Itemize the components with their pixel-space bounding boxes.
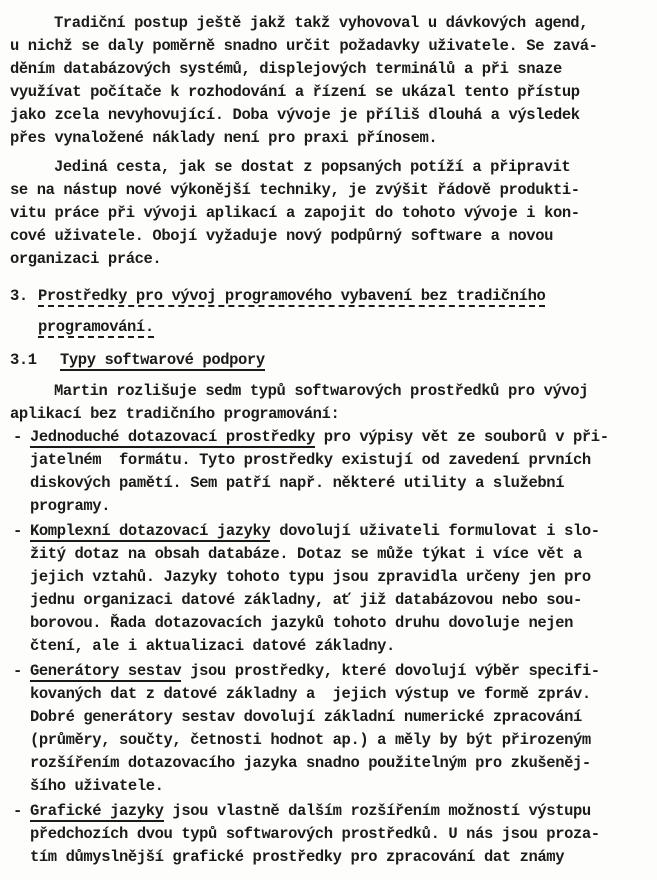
bullet-dash: - [13,522,22,540]
text-line: Jediná cesta, jak se dostat z popsaných potíží a připravit [54,158,571,176]
term-underlined: Grafické jazyky [30,802,164,820]
bullet-dash: - [13,662,22,680]
section-heading-3 [10,281,651,343]
text-line [30,520,651,543]
text-line: borovou. Řada dotazovacích jazyků tohoto druhu dovoluje nejen [30,614,573,632]
text-line: jednu organizaci datové základny, ať již databázovou nebo sou- [30,591,582,609]
paragraph-traditional-approach [10,12,651,150]
text-line: předchozích dvou typů softwarových prostředků. U nás jsou proza- [30,825,600,843]
text-line: kovaných dat z datové základny a jejich výstup ve formě zpráv. [30,685,591,703]
heading-line [60,349,651,372]
section-heading-3-1 [10,349,651,372]
text-line: aplikací bez tradičního programování: [10,405,340,423]
text-segment: pro výpisy vět ze souborů v při- [314,428,609,446]
text-line: jejich vztahů. Jazyky tohoto typu jsou zpravidla určeny jen pro [30,568,591,586]
section-number: 3.1 [10,351,37,369]
text-segment: jsou prostředky, které dovolují výběr specifi- [181,662,600,680]
text-line: děním databázových systémů, displejových terminálů a při snaze [10,60,562,78]
heading-line [38,312,651,343]
text-line: žitý dotaz na obsah databáze. Dotaz se může týkat i více vět a [30,545,582,563]
bullet-item-complex-query-languages [10,520,651,658]
text-line: (průměry, součty, četnosti hodnot ap.) a měly by být přirozeným [30,731,591,749]
term-underlined: Komplexní dotazovací jazyky [30,522,271,540]
text-line: programy. [30,497,111,515]
text-line: u nichž se daly poměrně snadno určit požadavky uživatele. Se zavá- [10,37,598,55]
text-line: využívat počítače k rozhodování a řízení se ukázal tento přístup [10,83,580,101]
heading-text-underlined: programování. [38,318,154,336]
term-underlined: Generátory sestav [30,662,182,680]
text-segment: dovolují uživateli formulovat i slo- [270,522,600,540]
text-line [30,800,651,823]
text-line: diskových pamětí. Sem patří např. některé utility a služební [30,474,565,492]
bullet-item-graphic-languages [10,800,651,869]
text-line: šího uživatele. [30,777,164,795]
bullet-dash: - [13,802,22,820]
bullet-dash: - [13,428,22,446]
text-line: čtení, ale i aktualizaci datové základny. [30,637,395,655]
text-line: vitu práce při vývoji aplikací a zapojit do tohoto vývoje i kon- [10,204,580,222]
heading-text-underlined: Prostředky pro vývoj programového vybavení bez tradičního [38,287,546,305]
text-line [30,660,651,683]
text-line: organizaci práce. [10,250,162,268]
heading-text-underlined: Typy softwarové podpory [60,351,265,369]
text-line: cové uživatele. Obojí vyžaduje nový podpůrný software a novou [10,227,553,245]
text-line: jako zcela nevyhovující. Doba vývoje je příliš dlouhá a výsledek [10,106,580,124]
text-line: Dobré generátory sestav dovolují základní numerické zpracování [30,708,582,726]
text-line [30,426,651,449]
text-line: tím důmyslnější grafické prostředky pro zpracování dat známy [30,848,565,866]
paragraph-only-way [10,156,651,271]
bullet-item-simple-query-tools [10,426,651,518]
text-line: Tradiční postup ještě jakž takž vyhovoval u dávkových agend, [54,14,589,32]
text-segment: jsou vlastně dalším rozšířením možností výstupu [163,802,591,820]
bullet-item-report-generators [10,660,651,798]
text-line: se na nástup nové výkonější techniky, je zvýšit řádově produkti- [10,181,580,199]
term-underlined: Jednoduché dotazovací prostředky [30,428,315,446]
text-line: rozšířením dotazovacího jazyka snadno použitelným pro zkušeněj- [30,754,591,772]
section-number: 3. [10,287,28,305]
paragraph-martin-types [10,380,651,426]
heading-line [38,281,651,312]
text-line: přes vynaložené náklady není pro praxi přínosem. [10,129,438,147]
text-line: Martin rozlišuje sedm typů softwarových prostředků pro vývoj [54,382,589,400]
text-line: jatelném formátu. Tyto prostředky existují od zavedení prvních [30,451,591,469]
